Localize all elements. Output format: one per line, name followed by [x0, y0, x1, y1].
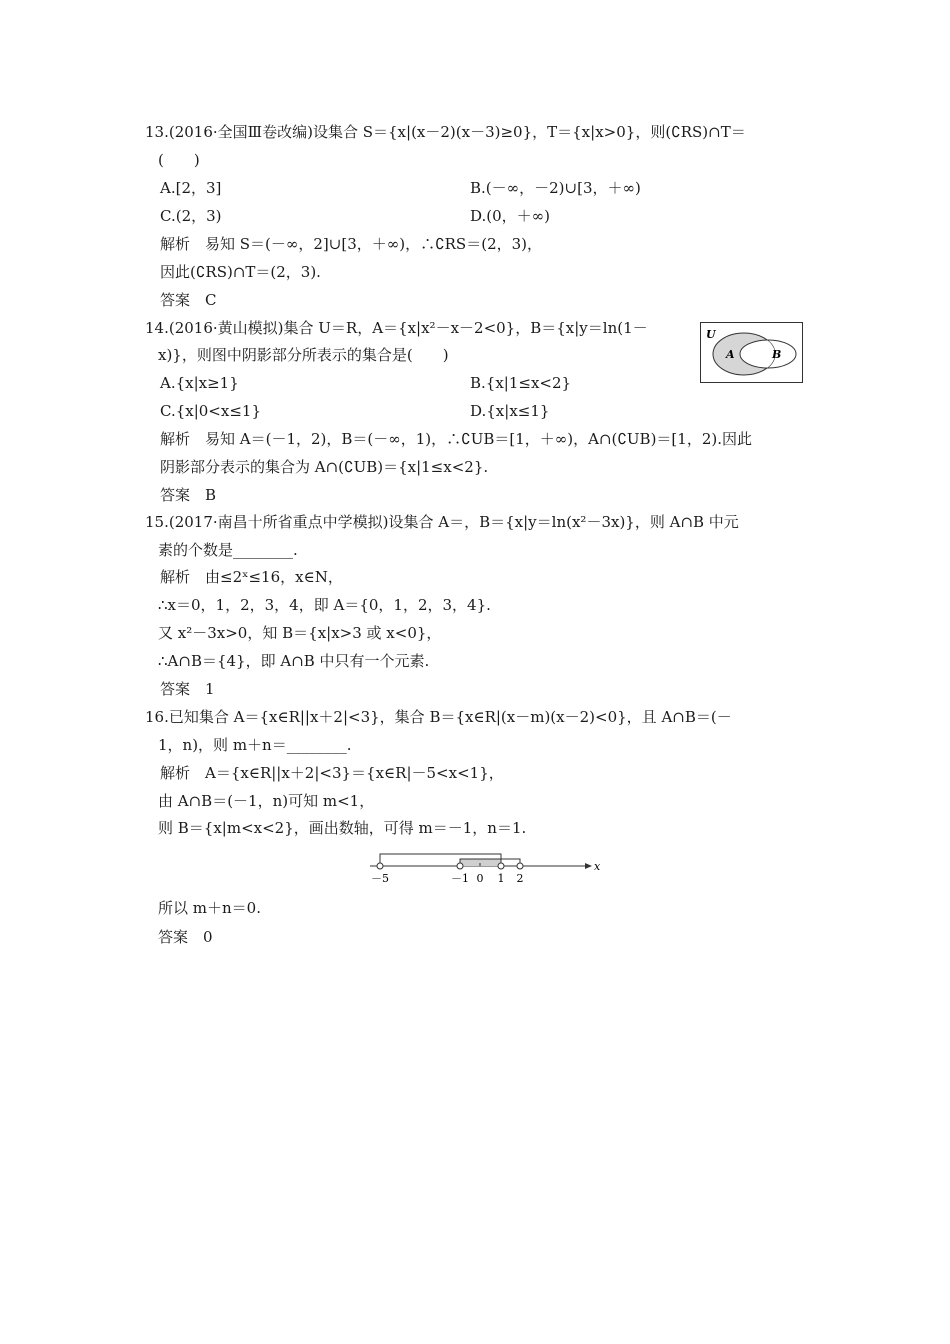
q14-analysis-line-1: 解析 易知 A＝(－1，2)，B＝(－∞，1)，∴∁UB＝[1，＋∞)，A∩(∁UB)＝[1，2).因此	[160, 430, 752, 448]
q13-stem-line-1: 13.(2016·全国Ⅲ卷改编)设集合 S＝{x|(x－2)(x－3)≥0}，T＝{x|x>0}，则(∁RS)∩T＝	[145, 123, 746, 141]
q14-stem-line-1: 14.(2016·黄山模拟)集合 U＝R，A＝{x|x²－x－2<0}，B＝{x|y＝ln(1－	[145, 319, 648, 337]
q13-option-d: D.(0，＋∞)	[470, 207, 551, 225]
q14-option-c: C.{x|0<x≤1}	[160, 402, 261, 420]
q13-option-a: A.[2，3]	[160, 179, 222, 197]
number-line-tick-label: －5	[371, 872, 389, 885]
venn-diagram	[700, 322, 804, 384]
q13-option-c: C.(2，3)	[160, 207, 222, 225]
q16-analysis-line-3: 则 B＝{x|m<x<2}，画出数轴，可得 m＝－1，n＝1.	[158, 819, 527, 837]
number-line-tick-label: 0	[476, 872, 484, 885]
q15-analysis-line-1: 解析 由≤2ˣ≤16，x∈N，	[160, 568, 343, 586]
q16-stem-line-2: 1，n)，则 m＋n＝________.	[158, 736, 352, 754]
q16-analysis-line-2: 由 A∩B＝(－1，n)可知 m<1，	[158, 792, 375, 810]
q16-stem-line-1: 16.已知集合 A＝{x∈R||x＋2|<3}，集合 B＝{x∈R|(x－m)(x－2)<0}，且 A∩B＝(－	[145, 708, 732, 726]
q15-answer: 答案 1	[160, 680, 215, 698]
number-line-arrow	[585, 863, 592, 869]
number-line	[360, 846, 600, 888]
q15-analysis-line-4: ∴A∩B＝{4}，即 A∩B 中只有一个元素.	[158, 652, 430, 670]
q16-conclusion: 所以 m＋n＝0.	[158, 899, 261, 917]
number-line-open-point	[457, 863, 463, 869]
q16-answer: 答案 0	[158, 928, 213, 946]
number-line-open-point	[377, 863, 383, 869]
q13-stem-line-2: ( )	[158, 151, 200, 169]
number-line-tick-label: 2	[516, 872, 524, 885]
q15-stem-line-2: 素的个数是________.	[158, 541, 298, 559]
q14-analysis-line-2: 阴影部分表示的集合为 A∩(∁UB)＝{x|1≤x<2}.	[160, 458, 489, 476]
venn-label-u: U	[706, 328, 716, 341]
q16-analysis-line-1: 解析 A＝{x∈R||x＋2|<3}＝{x∈R|－5<x<1}，	[160, 764, 504, 782]
number-line-tick-label: －1	[451, 872, 469, 885]
number-line-tick-label: 1	[497, 872, 505, 885]
q13-analysis-line-2: 因此(∁RS)∩T＝(2，3).	[160, 263, 321, 281]
number-line-axis-label: x	[594, 860, 600, 873]
q13-analysis-line-1: 解析 易知 S＝(－∞，2]∪[3，＋∞)，∴∁RS＝(2，3)，	[160, 235, 543, 253]
number-line-open-point	[517, 863, 523, 869]
q15-analysis-line-2: ∴x＝0，1，2，3，4，即 A＝{0，1，2，3，4}.	[158, 596, 491, 614]
q14-option-b: B.{x|1≤x<2}	[470, 374, 572, 392]
q15-analysis-line-3: 又 x²－3x>0，知 B＝{x|x>3 或 x<0}，	[158, 624, 442, 642]
q13-answer: 答案 C	[160, 291, 217, 309]
q14-stem-line-2: x)}，则图中阴影部分所表示的集合是( )	[158, 346, 449, 364]
q14-option-a: A.{x|x≥1}	[160, 374, 239, 392]
q14-answer: 答案 B	[160, 486, 217, 504]
q13-option-b: B.(－∞，－2)∪[3，＋∞)	[470, 179, 641, 197]
venn-label-a: A	[726, 348, 735, 361]
venn-label-b: B	[772, 348, 782, 361]
number-line-open-point	[498, 863, 504, 869]
q15-stem-line-1: 15.(2017·南昌十所省重点中学模拟)设集合 A＝，B＝{x|y＝ln(x²－3x)}，则 A∩B 中元	[145, 513, 739, 531]
q14-option-d: D.{x|x≤1}	[470, 402, 550, 420]
